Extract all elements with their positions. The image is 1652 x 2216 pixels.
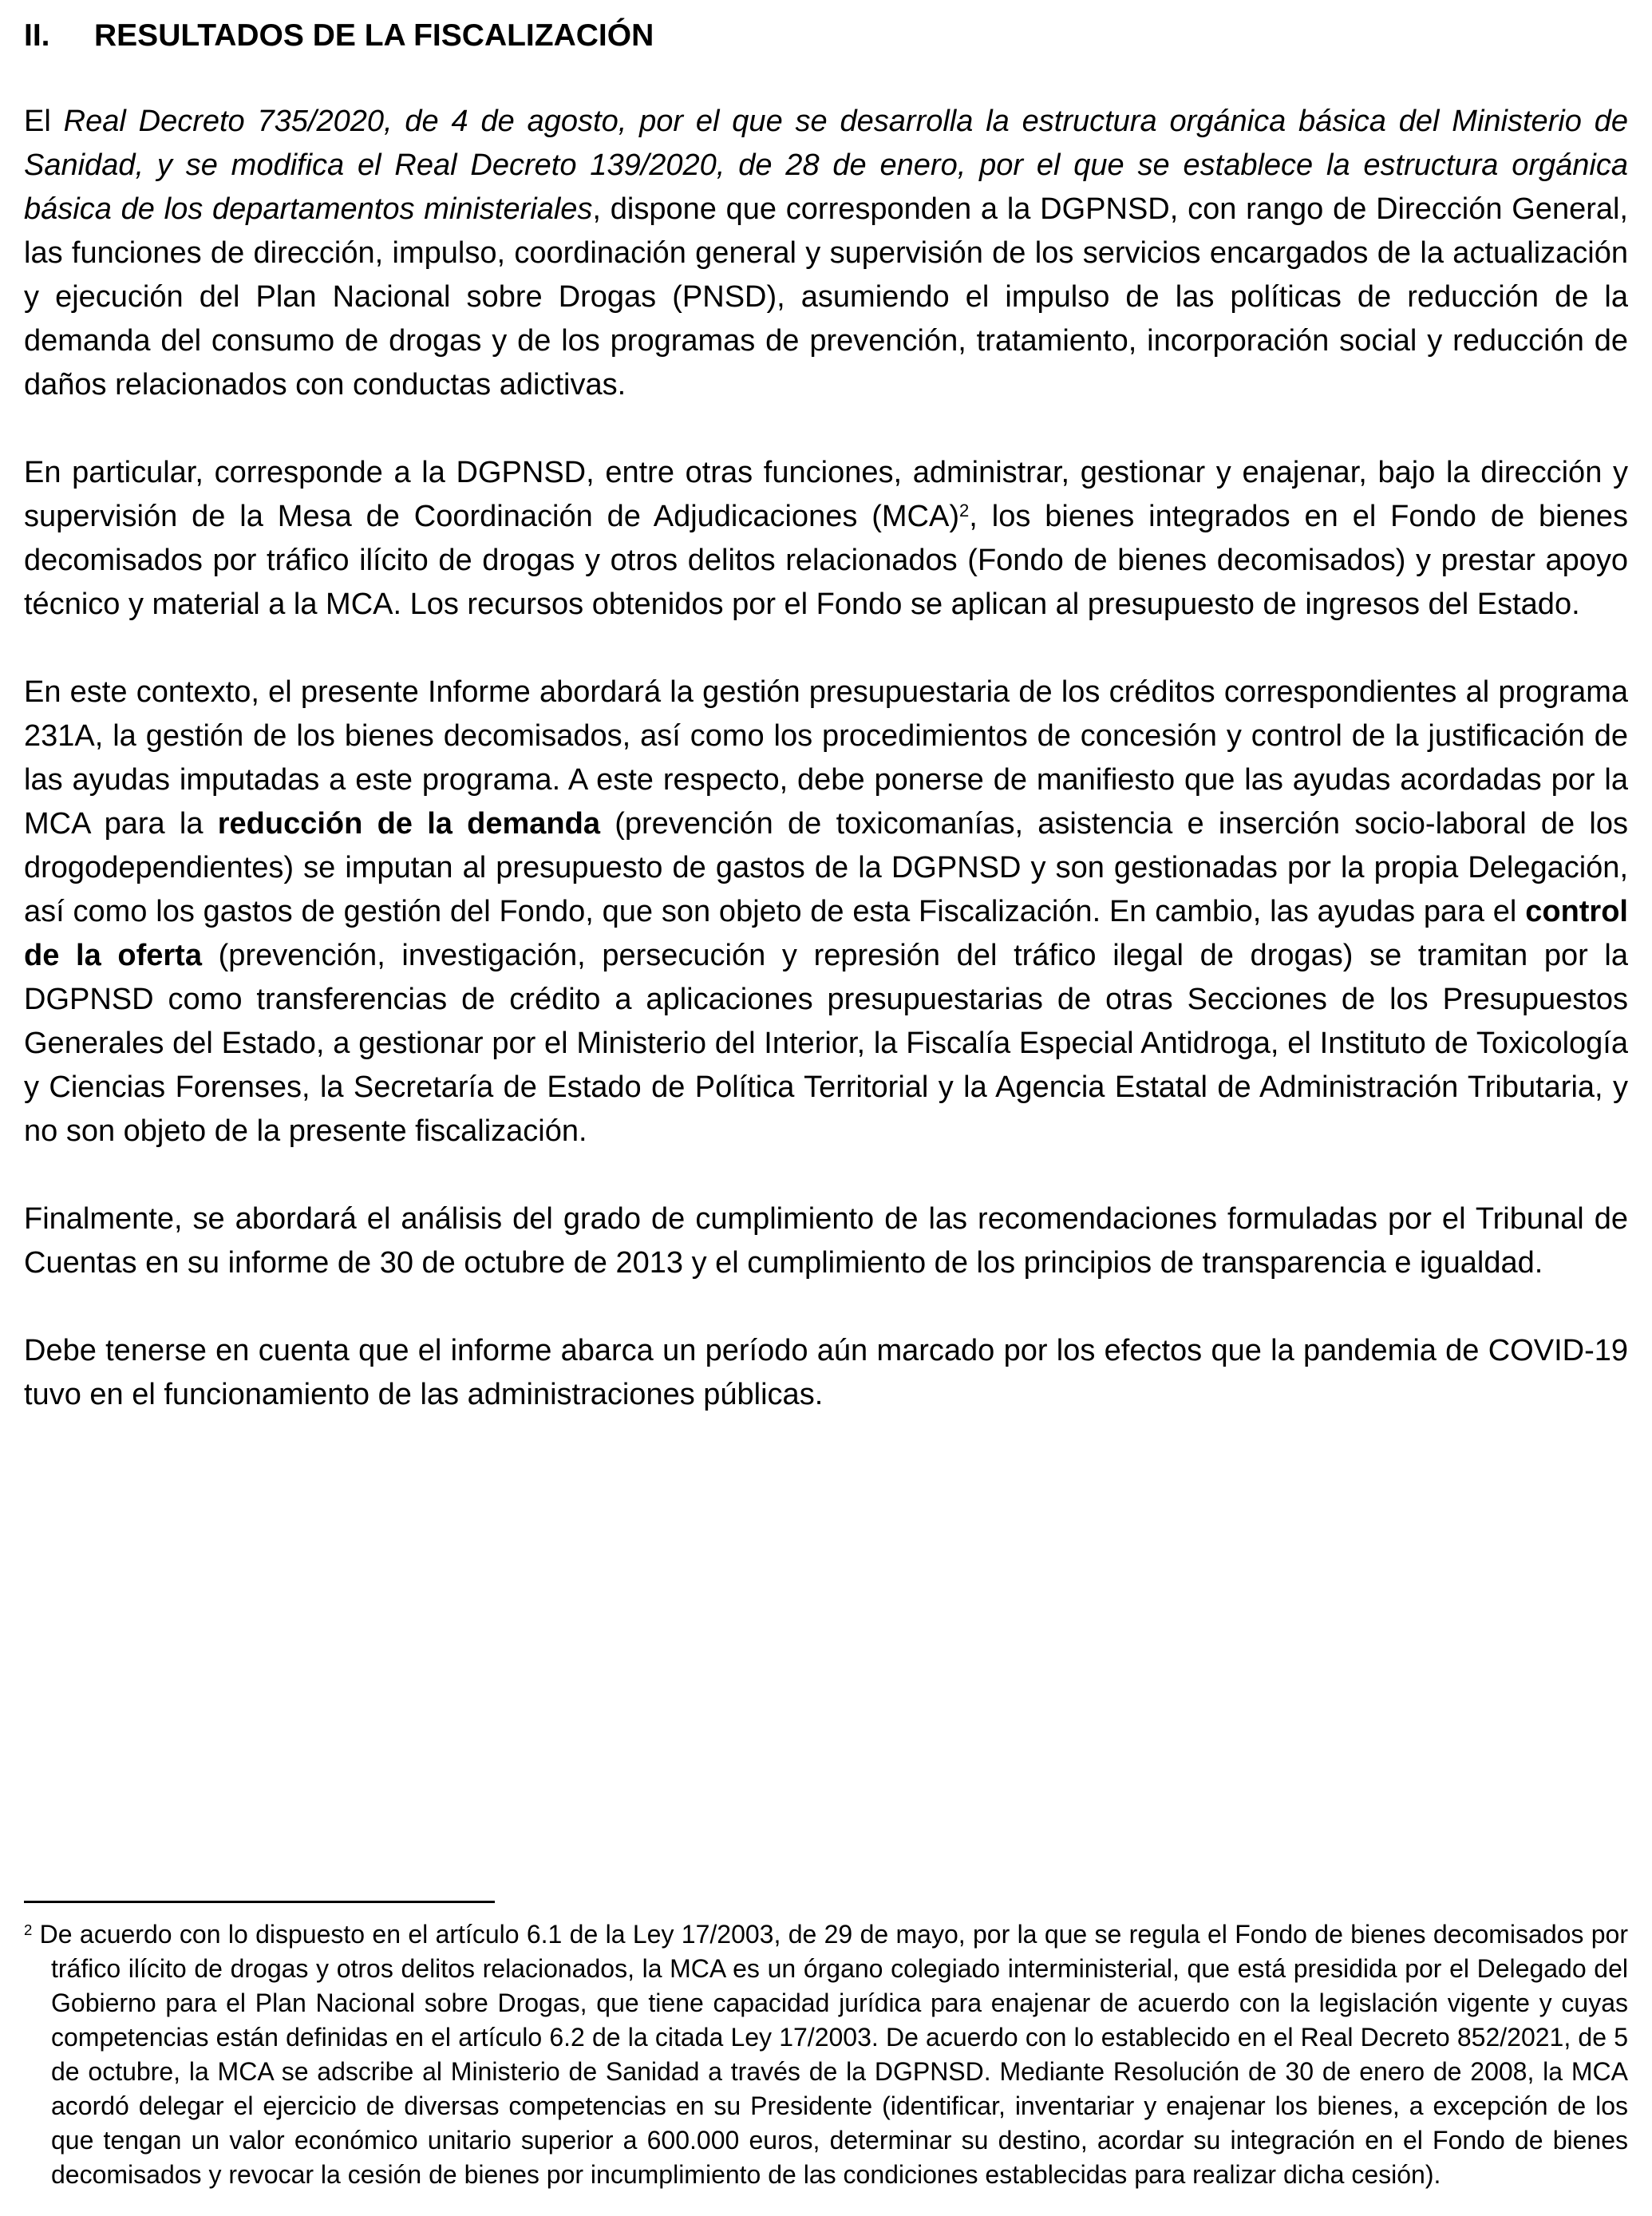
- text-run: , los bienes integrados en el Fondo de bienes decomisados por tráfico ilícito de drogas y otros delitos relacionados (Fondo de bienes decomisados) y prestar apoyo técnico y material a la MCA. Los recursos obtenidos por el Fondo se aplican al presupuesto de ingresos del Estado.: [24, 499, 1628, 621]
- paragraph: [24, 1329, 1628, 1417]
- document-body: [24, 100, 1628, 1461]
- text-run: De acuerdo con lo dispuesto en el artículo 6.1 de la Ley 17/2003, de 29 de mayo, por la que se regula el Fondo de bienes decomisados por tráfico ilícito de drogas y otros delitos relacionados, la MCA es un órgano colegiado interministerial, que está presidida por el Delegado del Gobierno para el Plan Nacional sobre Drogas, que tiene capacidad jurídica para enajenar de acuerdo con la legislación vigente y cuyas competencias están definidas en el artículo 6.2 de la citada Ley 17/2003. De acuerdo con lo establecido en el Real Decreto 852/2021, de 5 de octubre, la MCA se adscribe al Ministerio de Sanidad a través de la DGPNSD. Mediante Resolución de 30 de enero de 2008, la MCA acordó delegar el ejercicio de diversas competencias en su Presidente (identificar, inventariar y enajenar los bienes, a excepción de los que tengan un valor económico unitario superior a 600.000 euros, determinar su destino, acordar su integración en el Fondo de bienes decomisados y revocar la cesión de bienes por incumplimiento de las condiciones establecidas para realizar dicha cesión).: [32, 1920, 1628, 2189]
- paragraph: [24, 671, 1628, 1154]
- heading-number: II.: [24, 18, 50, 53]
- footnote-reference: 2: [959, 500, 970, 520]
- text-run: En particular, corresponde a la DGPNSD, entre otras funciones, administrar, gestionar y enajenar, bajo la dirección y supervisión de la Mesa de Coordinación de Adjudicaciones (MCA): [24, 455, 1628, 533]
- text-run: Real Decreto 735/2020, de 4 de agosto, por el que se desarrolla la estructura orgánica básica del Ministerio de Sanidad, y se modifica el Real Decreto 139/2020, de 28 de enero, por el que se establece la estructura orgánica básica de los departamentos ministeriales: [24, 104, 1628, 226]
- footnote-text: [24, 1917, 1628, 2192]
- text-run: En este contexto, el presente Informe abordará la gestión presupuestaria de los créditos correspondientes al programa 231A, la gestión de los bienes decomisados, así como los procedimientos de concesión y control de la justificación de las ayudas imputadas a este programa. A este respecto, debe ponerse de manifiesto que las ayudas acordadas por la MCA para la: [24, 675, 1628, 841]
- text-run: control de la oferta: [24, 894, 1628, 972]
- heading-title: RESULTADOS DE LA FISCALIZACIÓN: [94, 18, 654, 53]
- paragraph: [24, 1197, 1628, 1285]
- text-run: (prevención, investigación, persecución y represión del tráfico ilegal de drogas) se tramitan por la DGPNSD como transferencias de crédito a aplicaciones presupuestarias de otras Secciones de los Presupuestos Generales del Estado, a gestionar por el Ministerio del Interior, la Fiscalía Especial Antidroga, el Instituto de Toxicología y Ciencias Forenses, la Secretaría de Estado de Política Territorial y la Agencia Estatal de Administración Tributaria, y no son objeto de la presente fiscalización.: [24, 938, 1628, 1148]
- text-run: Finalmente, se abordará el análisis del grado de cumplimiento de las recomendaciones formuladas por el Tribunal de Cuentas en su informe de 30 de octubre de 2013 y el cumplimiento de los principios de transparencia e igualdad.: [24, 1201, 1628, 1280]
- paragraph: [24, 100, 1628, 407]
- footnote-separator: [24, 1901, 495, 1903]
- footnote-marker: 2: [24, 1921, 33, 1938]
- text-run: (prevención de toxicomanías, asistencia e inserción socio-laboral de los drogodependientes) se imputan al presupuesto de gastos de la DGPNSD y son gestionadas por la propia Delegación, así como los gastos de gestión del Fondo, que son objeto de esta Fiscalización. En cambio, las ayudas para el: [24, 806, 1629, 928]
- paragraph: [24, 451, 1628, 627]
- section-heading: [24, 18, 1628, 55]
- text-run: , dispone que corresponden a la DGPNSD, con rango de Dirección General, las funciones de dirección, impulso, coordinación general y supervisión de los servicios encargados de la actualización y ejecución del Plan Nacional sobre Drogas (PNSD), asumiendo el impulso de las políticas de reducción de la demanda del consumo de drogas y de los programas de prevención, tratamiento, incorporación social y reducción de daños relacionados con conductas adictivas.: [24, 192, 1628, 402]
- text-run: reducción de la demanda: [217, 806, 600, 841]
- text-run: Debe tenerse en cuenta que el informe abarca un período aún marcado por los efectos que la pandemia de COVID-19 tuvo en el funcionamiento de las administraciones públicas.: [24, 1333, 1628, 1411]
- text-run: El: [24, 104, 64, 138]
- footnote-area: [24, 1901, 1628, 2192]
